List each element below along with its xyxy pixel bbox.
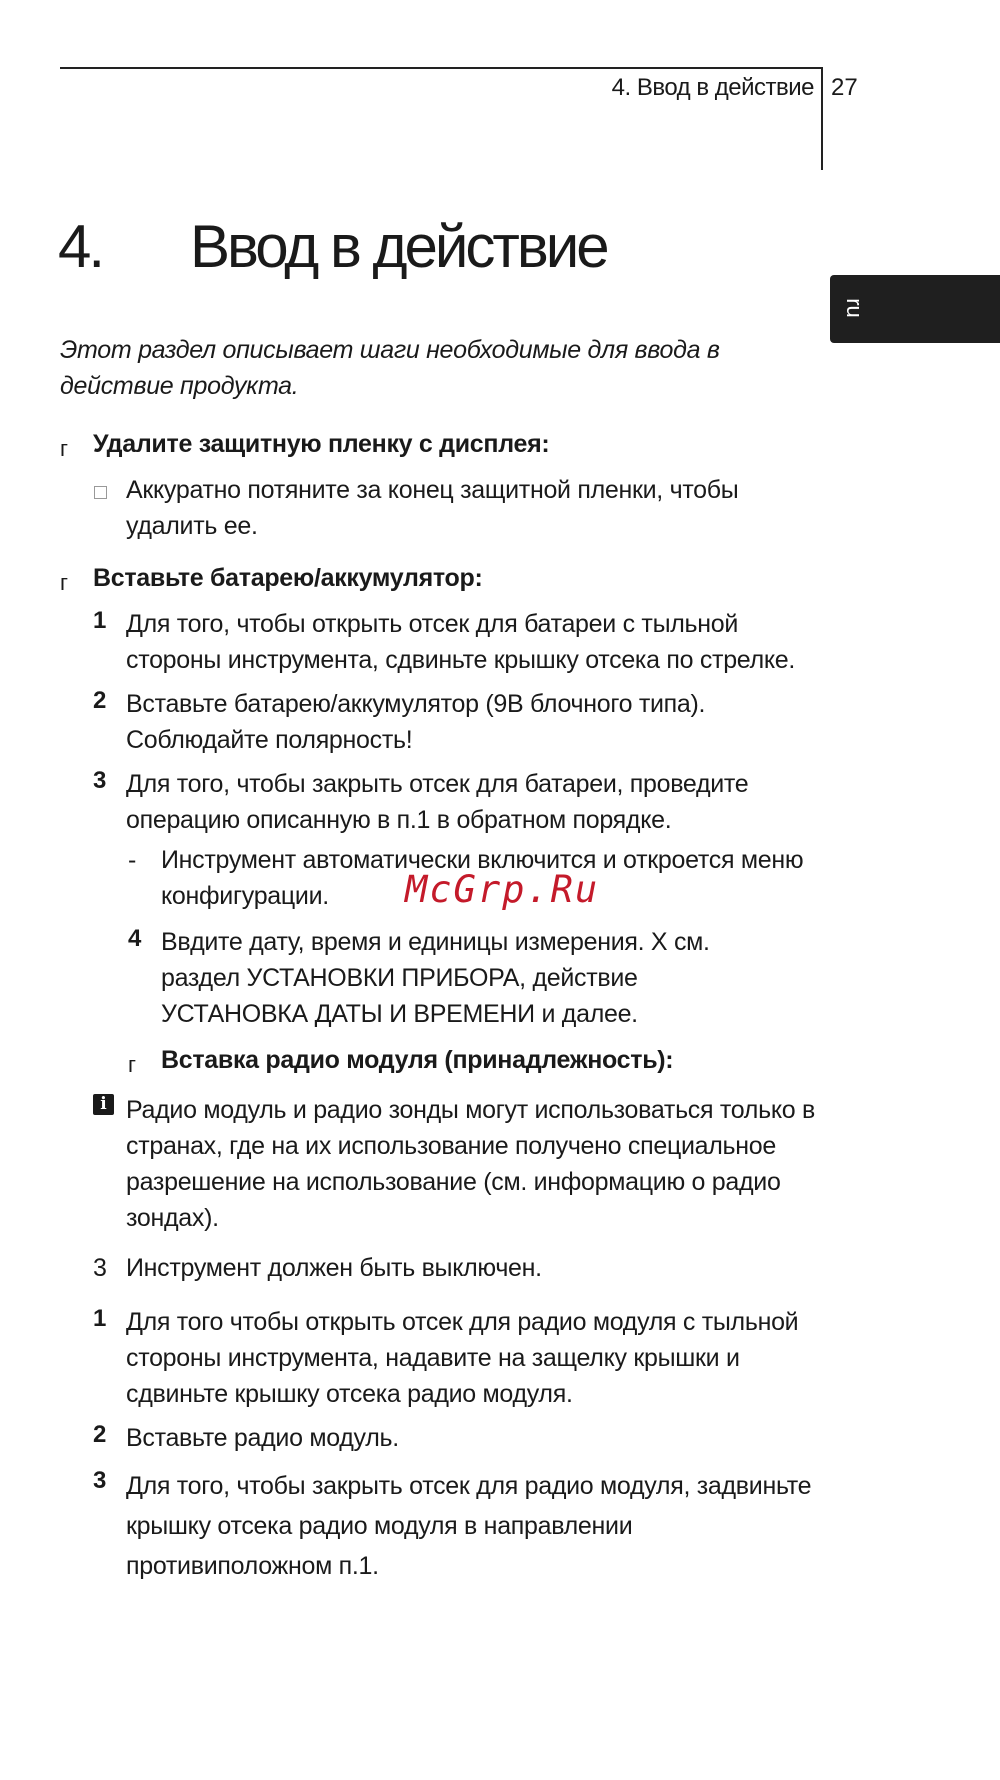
section2-heading: Вставьте батарею/аккумулятор: — [93, 564, 483, 592]
info-text: Радио модуль и радио зонды могут использоваться только в странах, где на их использование получено специальное разрешение на использование (см. информацию о радио зондах). — [126, 1096, 815, 1232]
step-number: 3 — [93, 1467, 107, 1494]
section-bullet: г — [128, 1052, 137, 1077]
checkbox-icon — [94, 486, 107, 504]
section3-heading: Вставка радио модуля (принадлежность): — [161, 1046, 674, 1074]
result-text: Инструмент автоматически включится и откроется меню конфигурации. — [161, 846, 804, 910]
step-text: Для того чтобы открыть отсек для радио модуля с тыльной стороны инструмента, надавите на защелку крышки и сдвиньте крышку отсека радио модуля. — [126, 1308, 799, 1408]
header-divider — [821, 67, 823, 170]
running-header-title: 4. Ввод в действие — [611, 74, 814, 101]
precondition-mark: 3 — [93, 1254, 107, 1282]
precondition-text: Инструмент должен быть выключен. — [126, 1254, 542, 1282]
chapter-title: Ввод в действие — [190, 213, 607, 280]
step-text: Вставьте радио модуль. — [126, 1424, 399, 1452]
step-text: Для того, чтобы закрыть отсек для радио модуля, задвиньте крышку отсека радио модуля в направлении противиположном п.1. — [126, 1472, 812, 1580]
step-text: Ввдите дату, время и единицы измерения. Х см. раздел УСТАНОВКИ ПРИБОРА, действие УСТАНОВКА ДАТЫ И ВРЕМЕНИ и далее. — [161, 928, 710, 1028]
language-tab-label: ru — [841, 298, 867, 318]
step-number: 4 — [128, 925, 142, 952]
step-text: Для того, чтобы открыть отсек для батареи с тыльной стороны инструмента, сдвиньте крышку отсека по стрелке. — [126, 610, 796, 674]
step-number: 1 — [93, 1305, 107, 1332]
step-text: Для того, чтобы закрыть отсек для батареи, проведите операцию описанную в п.1 в обратном порядке. — [126, 770, 749, 834]
page-number: 27 — [831, 74, 858, 101]
info-icon: i — [93, 1094, 114, 1115]
step-number: 2 — [93, 1421, 107, 1448]
chapter-number: 4. — [58, 213, 103, 280]
section1-heading: Удалите защитную пленку с дисплея: — [93, 430, 550, 458]
section-bullet: г — [60, 570, 69, 595]
section-bullet: г — [60, 436, 69, 461]
intro-text: Этот раздел описывает шаги необходимые для ввода в действие продукта. — [60, 336, 720, 400]
step-number: 1 — [93, 607, 107, 634]
header-rule — [60, 67, 822, 69]
step-text: Вставьте батарею/аккумулятор (9В блочного типа). Соблюдайте полярность! — [126, 690, 706, 754]
language-tab — [830, 275, 1000, 343]
result-dash: - — [128, 846, 137, 874]
watermark: McGrp.Ru — [405, 868, 600, 911]
step-number: 3 — [93, 767, 107, 794]
section1-item: Аккуратно потяните за конец защитной пленки, чтобы удалить ее. — [126, 476, 739, 540]
step-number: 2 — [93, 687, 107, 714]
